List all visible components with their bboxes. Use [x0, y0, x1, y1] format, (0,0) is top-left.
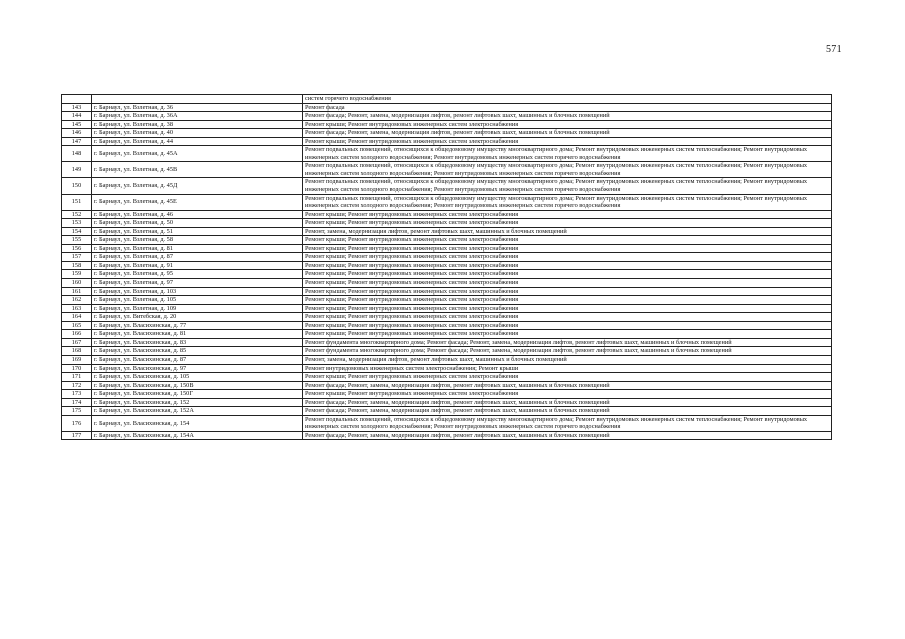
address-cell: г. Барнаул, ул. Взлетная, д. 58	[92, 236, 303, 245]
table-row	[62, 431, 832, 440]
works-cell: Ремонт, замена, модернизация лифтов, ремонт лифтовых шахт, машинных и блочных помещений	[303, 355, 832, 364]
table-row	[62, 321, 832, 330]
table-row	[62, 194, 832, 210]
row-number-cell: 155	[62, 236, 92, 245]
address-cell: г. Барнаул, ул. Взлетная, д. 45В	[92, 162, 303, 178]
table-row	[62, 287, 832, 296]
works-cell: Ремонт, замена, модернизация лифтов, ремонт лифтовых шахт, машинных и блочных помещений	[303, 227, 832, 236]
works-cell: Ремонт крыши; Ремонт внутридомовых инженерных систем электроснабжения	[303, 244, 832, 253]
address-cell: г. Барнаул, ул. Взлетная, д. 45Е	[92, 194, 303, 210]
table-row	[62, 253, 832, 262]
row-number-cell: 165	[62, 321, 92, 330]
address-cell: г. Барнаул, ул. Взлетная, д. 36	[92, 103, 303, 112]
works-cell: Ремонт крыши; Ремонт внутридомовых инженерных систем электроснабжения	[303, 120, 832, 129]
works-cell: Ремонт крыши; Ремонт внутридомовых инженерных систем электроснабжения	[303, 330, 832, 339]
works-cell: Ремонт подвальных помещений, относящихся к общедомовому имуществу многоквартирного дома; Ремонт внутридомовых инженерных систем теплоснабжения; Ремонт внутридомовых инженерных систем холодного водоснабжения; Ремонт внутридомовых инженерных систем горячего водоснабжения	[303, 178, 832, 194]
address-cell: г. Барнаул, ул. Власихинская, д. 77	[92, 321, 303, 330]
table-row	[62, 162, 832, 178]
works-cell: Ремонт крыши; Ремонт внутридомовых инженерных систем электроснабжения	[303, 390, 832, 399]
address-cell: г. Барнаул, ул. Власихинская, д. 154А	[92, 431, 303, 440]
works-cell: Ремонт подвальных помещений, относящихся к общедомовому имуществу многоквартирного дома; Ремонт внутридомовых инженерных систем теплоснабжения; Ремонт внутридомовых инженерных систем холодного водоснабжения; Ремонт внутридомовых инженерных систем горячего водоснабжения	[303, 415, 832, 431]
works-cell: Ремонт фасада	[303, 103, 832, 112]
address-cell: г. Барнаул, ул. Власихинская, д. 87	[92, 355, 303, 364]
page-number: 571	[826, 44, 842, 55]
works-cell: Ремонт крыши; Ремонт внутридомовых инженерных систем электроснабжения	[303, 373, 832, 382]
table-row	[62, 270, 832, 279]
table-row	[62, 227, 832, 236]
address-cell: г. Барнаул, ул. Власихинская, д. 154	[92, 415, 303, 431]
table-row	[62, 355, 832, 364]
works-cell: Ремонт крыши; Ремонт внутридомовых инженерных систем электроснабжения	[303, 236, 832, 245]
row-number-cell: 148	[62, 146, 92, 162]
address-cell: г. Барнаул, ул. Взлетная, д. 45А	[92, 146, 303, 162]
works-cell: Ремонт фасада; Ремонт, замена, модернизация лифтов, ремонт лифтовых шахт, машинных и блочных помещений	[303, 398, 832, 407]
row-number-cell: 156	[62, 244, 92, 253]
address-cell: г. Барнаул, ул. Взлетная, д. 81	[92, 244, 303, 253]
table-row	[62, 330, 832, 339]
works-cell: Ремонт крыши; Ремонт внутридомовых инженерных систем электроснабжения	[303, 287, 832, 296]
row-number-cell: 173	[62, 390, 92, 399]
row-number-cell: 144	[62, 112, 92, 121]
works-cell: Ремонт фундамента многоквартирного дома; Ремонт фасада; Ремонт, замена, модернизация лифтов, ремонт лифтовых шахт, машинных и блочных помещений	[303, 338, 832, 347]
row-number-cell: 154	[62, 227, 92, 236]
address-cell: г. Барнаул, ул. Взлетная, д. 87	[92, 253, 303, 262]
works-cell: Ремонт крыши; Ремонт внутридомовых инженерных систем электроснабжения	[303, 253, 832, 262]
table-row	[62, 364, 832, 373]
address-cell: г. Барнаул, ул. Власихинская, д. 150Г	[92, 390, 303, 399]
row-number-cell: 161	[62, 287, 92, 296]
works-cell: Ремонт крыши; Ремонт внутридомовых инженерных систем электроснабжения	[303, 304, 832, 313]
table-row	[62, 398, 832, 407]
address-cell: г. Барнаул, ул. Власихинская, д. 81	[92, 330, 303, 339]
row-number-cell: 153	[62, 219, 92, 228]
works-cell: Ремонт крыши; Ремонт внутридомовых инженерных систем электроснабжения	[303, 279, 832, 288]
table-row	[62, 210, 832, 219]
works-cell: Ремонт фасада; Ремонт, замена, модернизация лифтов, ремонт лифтовых шахт, машинных и блочных помещений	[303, 431, 832, 440]
works-table-body	[62, 95, 832, 440]
address-cell: г. Барнаул, ул. Власихинская, д. 105	[92, 373, 303, 382]
address-cell: г. Барнаул, ул. Взлетная, д. 38	[92, 120, 303, 129]
works-cell: Ремонт крыши; Ремонт внутридомовых инженерных систем электроснабжения	[303, 296, 832, 305]
row-number-cell: 172	[62, 381, 92, 390]
address-cell: г. Барнаул, ул. Взлетная, д. 97	[92, 279, 303, 288]
table-row	[62, 347, 832, 356]
table-row	[62, 236, 832, 245]
works-cell: Ремонт внутридомовых инженерных систем электроснабжения; Ремонт крыши	[303, 364, 832, 373]
address-cell: г. Барнаул, ул. Взлетная, д. 51	[92, 227, 303, 236]
row-number-cell: 150	[62, 178, 92, 194]
row-number-cell: 176	[62, 415, 92, 431]
row-number-cell: 164	[62, 313, 92, 322]
address-cell: г. Барнаул, ул. Власихинская, д. 97	[92, 364, 303, 373]
works-cell: Ремонт фасада; Ремонт, замена, модернизация лифтов, ремонт лифтовых шахт, машинных и блочных помещений	[303, 112, 832, 121]
row-number-cell: 159	[62, 270, 92, 279]
table-row	[62, 373, 832, 382]
address-cell: г. Барнаул, ул. Взлетная, д. 46	[92, 210, 303, 219]
table-row	[62, 390, 832, 399]
works-cell: Ремонт фасада; Ремонт, замена, модернизация лифтов, ремонт лифтовых шахт, машинных и блочных помещений	[303, 381, 832, 390]
table-row	[62, 407, 832, 416]
table-row	[62, 146, 832, 162]
address-cell: г. Барнаул, ул. Власихинская, д. 152	[92, 398, 303, 407]
works-cell: Ремонт крыши; Ремонт внутридомовых инженерных систем электроснабжения	[303, 313, 832, 322]
row-number-cell: 163	[62, 304, 92, 313]
address-cell: г. Барнаул, ул. Витебская, д. 20	[92, 313, 303, 322]
address-cell: г. Барнаул, ул. Взлетная, д. 103	[92, 287, 303, 296]
row-number-cell: 149	[62, 162, 92, 178]
table-row	[62, 129, 832, 138]
row-number-cell: 171	[62, 373, 92, 382]
works-cell: Ремонт крыши; Ремонт внутридомовых инженерных систем электроснабжения	[303, 210, 832, 219]
table-row	[62, 313, 832, 322]
row-number-cell: 169	[62, 355, 92, 364]
address-cell: г. Барнаул, ул. Взлетная, д. 50	[92, 219, 303, 228]
address-cell: г. Барнаул, ул. Взлетная, д. 40	[92, 129, 303, 138]
address-cell: г. Барнаул, ул. Взлетная, д. 95	[92, 270, 303, 279]
table-row	[62, 279, 832, 288]
works-cell: Ремонт фундамента многоквартирного дома; Ремонт фасада; Ремонт, замена, модернизация лифтов, ремонт лифтовых шахт, машинных и блочных помещений	[303, 347, 832, 356]
table-row	[62, 120, 832, 129]
table-row	[62, 244, 832, 253]
continuation-address-cell	[92, 95, 303, 104]
row-number-cell: 167	[62, 338, 92, 347]
table-row	[62, 103, 832, 112]
row-number-cell: 177	[62, 431, 92, 440]
table-row	[62, 381, 832, 390]
table-row	[62, 112, 832, 121]
table-row	[62, 137, 832, 146]
table-row	[62, 178, 832, 194]
address-cell: г. Барнаул, ул. Взлетная, д. 36А	[92, 112, 303, 121]
address-cell: г. Барнаул, ул. Власихинская, д. 150В	[92, 381, 303, 390]
continuation-works-cell: систем горячего водоснабжения	[303, 95, 832, 104]
row-number-cell: 162	[62, 296, 92, 305]
address-cell: г. Барнаул, ул. Взлетная, д. 109	[92, 304, 303, 313]
table-row	[62, 304, 832, 313]
works-cell: Ремонт крыши; Ремонт внутридомовых инженерных систем электроснабжения	[303, 137, 832, 146]
row-number-cell: 168	[62, 347, 92, 356]
row-number-cell: 160	[62, 279, 92, 288]
works-cell: Ремонт подвальных помещений, относящихся к общедомовому имуществу многоквартирного дома; Ремонт внутридомовых инженерных систем теплоснабжения; Ремонт внутридомовых инженерных систем холодного водоснабжения; Ремонт внутридомовых инженерных систем горячего водоснабжения	[303, 162, 832, 178]
works-cell: Ремонт крыши; Ремонт внутридомовых инженерных систем электроснабжения	[303, 321, 832, 330]
row-number-cell: 175	[62, 407, 92, 416]
works-cell: Ремонт крыши; Ремонт внутридомовых инженерных систем электроснабжения	[303, 270, 832, 279]
address-cell: г. Барнаул, ул. Взлетная, д. 45Д	[92, 178, 303, 194]
table-row	[62, 261, 832, 270]
works-cell: Ремонт подвальных помещений, относящихся к общедомовому имуществу многоквартирного дома; Ремонт внутридомовых инженерных систем теплоснабжения; Ремонт внутридомовых инженерных систем холодного водоснабжения; Ремонт внутридомовых инженерных систем горячего водоснабжения	[303, 194, 832, 210]
row-number-cell: 143	[62, 103, 92, 112]
row-number-cell: 158	[62, 261, 92, 270]
works-cell: Ремонт крыши; Ремонт внутридомовых инженерных систем электроснабжения	[303, 261, 832, 270]
continuation-num-cell	[62, 95, 92, 104]
address-cell: г. Барнаул, ул. Взлетная, д. 44	[92, 137, 303, 146]
continuation-row	[62, 95, 832, 104]
row-number-cell: 146	[62, 129, 92, 138]
works-cell: Ремонт крыши; Ремонт внутридомовых инженерных систем электроснабжения	[303, 219, 832, 228]
row-number-cell: 147	[62, 137, 92, 146]
address-cell: г. Барнаул, ул. Власихинская, д. 85	[92, 347, 303, 356]
works-cell: Ремонт фасада; Ремонт, замена, модернизация лифтов, ремонт лифтовых шахт, машинных и блочных помещений	[303, 129, 832, 138]
address-cell: г. Барнаул, ул. Взлетная, д. 105	[92, 296, 303, 305]
row-number-cell: 151	[62, 194, 92, 210]
address-cell: г. Барнаул, ул. Власихинская, д. 83	[92, 338, 303, 347]
works-cell: Ремонт фасада; Ремонт, замена, модернизация лифтов, ремонт лифтовых шахт, машинных и блочных помещений	[303, 407, 832, 416]
row-number-cell: 145	[62, 120, 92, 129]
table-row	[62, 296, 832, 305]
address-cell: г. Барнаул, ул. Взлетная, д. 91	[92, 261, 303, 270]
works-cell: Ремонт подвальных помещений, относящихся к общедомовому имуществу многоквартирного дома; Ремонт внутридомовых инженерных систем теплоснабжения; Ремонт внутридомовых инженерных систем холодного водоснабжения; Ремонт внутридомовых инженерных систем горячего водоснабжения	[303, 146, 832, 162]
address-cell: г. Барнаул, ул. Власихинская, д. 152А	[92, 407, 303, 416]
row-number-cell: 170	[62, 364, 92, 373]
table-row	[62, 338, 832, 347]
row-number-cell: 157	[62, 253, 92, 262]
row-number-cell: 174	[62, 398, 92, 407]
row-number-cell: 152	[62, 210, 92, 219]
works-table	[61, 94, 832, 440]
table-row	[62, 219, 832, 228]
row-number-cell: 166	[62, 330, 92, 339]
table-row	[62, 415, 832, 431]
